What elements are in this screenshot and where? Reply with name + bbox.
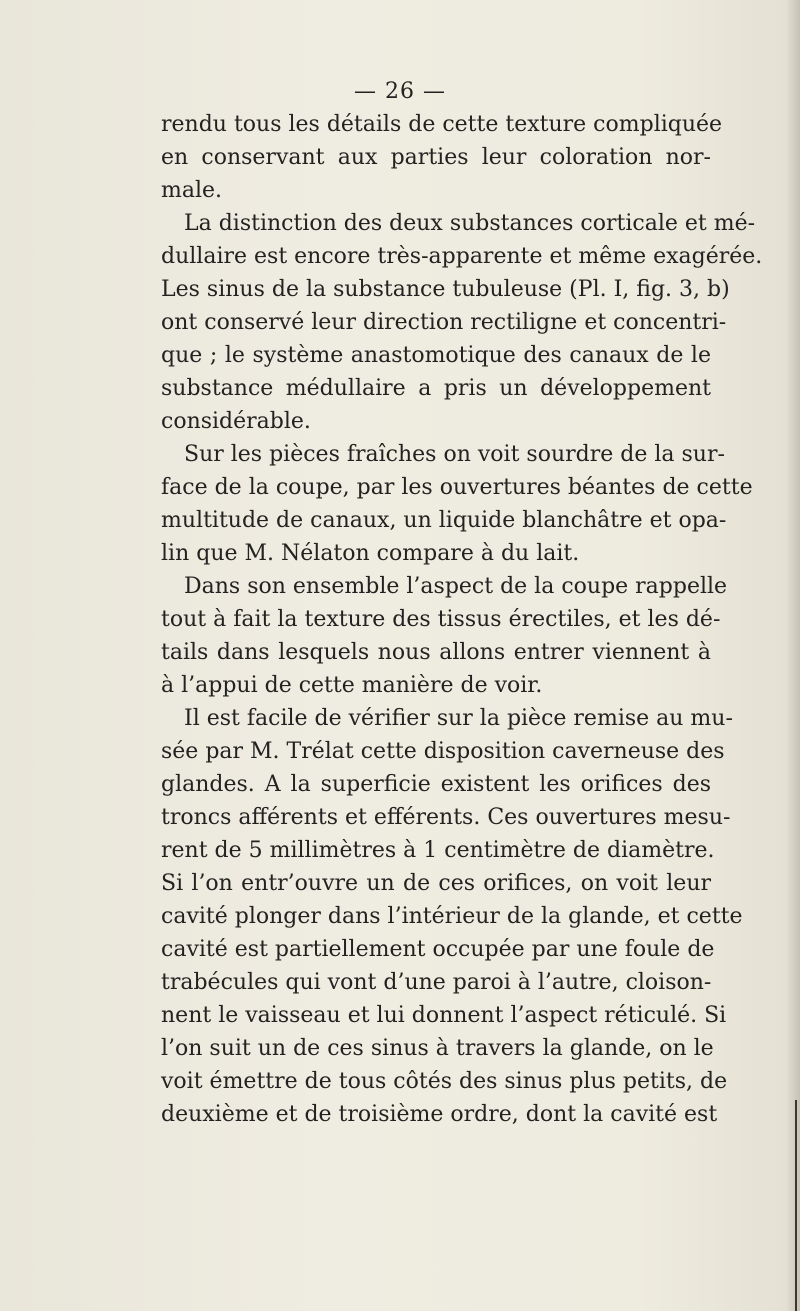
text-line: dullaire est encore très-apparente et même exagérée. — [161, 244, 763, 269]
text-line: rendu tous les détails de cette texture compliquée — [161, 112, 723, 137]
text-line: nent le vaisseau et lui donnent l’aspect réticulé. Si — [161, 1003, 727, 1028]
page-edge-shadow — [786, 0, 800, 1311]
text-line: Sur les pièces fraîches on voit sourdre de la sur- — [184, 442, 725, 467]
text-line: deuxième et de troisième ordre, dont la cavité est — [161, 1102, 718, 1127]
text-line: considérable. — [161, 409, 311, 434]
text-line: Il est facile de vérifier sur la pièce remise au mu- — [184, 706, 733, 731]
text-line: Dans son ensemble l’aspect de la coupe rappelle — [184, 574, 728, 599]
text-line: trabécules qui vont d’une paroi à l’autre, cloison- — [161, 970, 712, 995]
text-line: Les sinus de la substance tubuleuse (Pl. I, fig. 3, b) — [161, 277, 730, 302]
page-edge-line — [795, 1100, 797, 1311]
text-line: face de la coupe, par les ouvertures béantes de cette — [161, 475, 753, 500]
text-line: Si l’on entr’ouvre un de ces orifices, on voit leur — [161, 871, 711, 896]
text-line: cavité plonger dans l’intérieur de la glande, et cette — [161, 904, 743, 929]
text-line: multitude de canaux, un liquide blanchâtre et opa- — [161, 508, 727, 533]
text-line: en conservant aux parties leur coloration nor- — [161, 145, 711, 170]
text-line: à l’appui de cette manière de voir. — [161, 673, 543, 698]
text-line: que ; le système anastomotique des canaux de le — [161, 343, 711, 368]
text-line: male. — [161, 178, 223, 203]
text-line: sée par M. Trélat cette disposition caverneuse des — [161, 739, 725, 764]
text-line: voit émettre de tous côtés des sinus plus petits, de — [161, 1069, 728, 1094]
text-line: rent de 5 millimètres à 1 centimètre de diamètre. — [161, 838, 715, 863]
text-line: La distinction des deux substances corticale et mé- — [184, 211, 756, 236]
text-line: glandes. A la superficie existent les orifices des — [161, 772, 711, 797]
text-line: tails dans lesquels nous allons entrer viennent à — [161, 640, 711, 665]
text-line: substance médullaire a pris un développement — [161, 376, 711, 401]
text-line: l’on suit un de ces sinus à travers la glande, on le — [161, 1036, 714, 1061]
page-number: — 26 — — [354, 79, 446, 104]
text-line: ont conservé leur direction rectiligne et concentri- — [161, 310, 727, 335]
text-line: cavité est partiellement occupée par une foule de — [161, 937, 715, 962]
text-line: tout à fait la texture des tissus érectiles, et les dé- — [161, 607, 721, 632]
text-line: lin que M. Nélaton compare à du lait. — [161, 541, 580, 566]
text-line: troncs afférents et efférents. Ces ouvertures mesu- — [161, 805, 731, 830]
